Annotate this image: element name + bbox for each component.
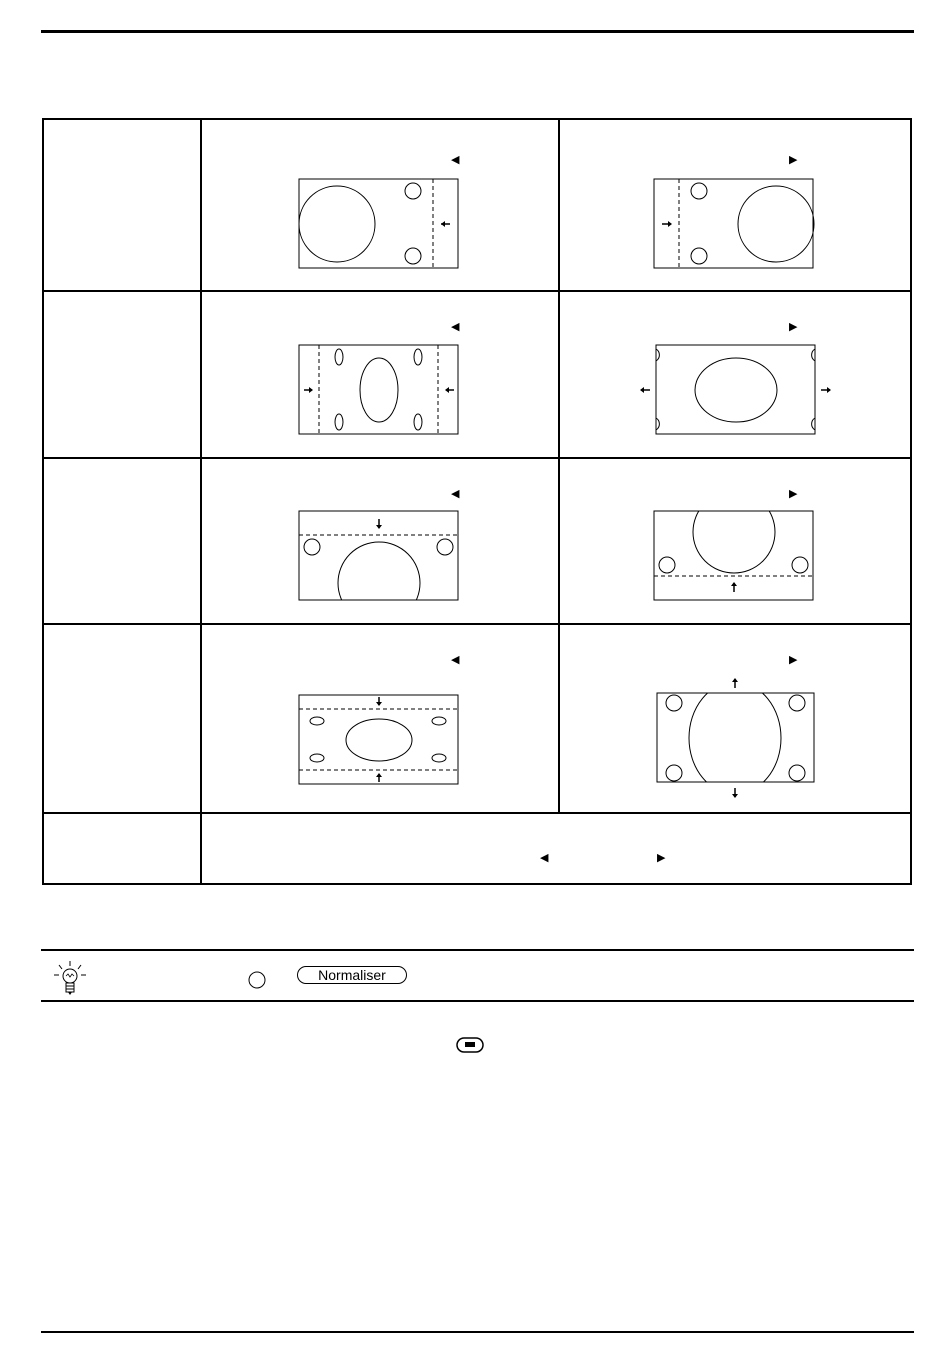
normaliser-button[interactable]: Normaliser (297, 966, 407, 984)
left-arrow-icon[interactable]: ◀ (451, 654, 460, 666)
column-divider (200, 120, 202, 883)
right-arrow-icon[interactable]: ▶ (789, 488, 798, 500)
left-arrow-icon[interactable]: ◀ (540, 852, 549, 864)
screen-diagram-width-wide (636, 344, 836, 436)
screen-diagram-height-tall (653, 674, 815, 804)
lightbulb-icon (53, 960, 87, 1000)
header-rule (41, 30, 914, 33)
screen-diagram-shift-right (653, 178, 815, 270)
right-arrow-icon[interactable]: ▶ (657, 852, 666, 864)
column-divider (558, 120, 560, 814)
right-arrow-icon[interactable]: ▶ (789, 654, 798, 666)
screen-diagram-shift-left (298, 178, 460, 270)
footer-rule (41, 1331, 914, 1333)
left-arrow-icon[interactable]: ◀ (451, 488, 460, 500)
right-arrow-icon[interactable]: ▶ (789, 321, 798, 333)
row-divider (44, 623, 910, 625)
row-divider (44, 457, 910, 459)
left-arrow-icon[interactable]: ◀ (451, 321, 460, 333)
return-button-icon[interactable] (456, 1037, 484, 1053)
screen-diagram-shift-up (653, 510, 815, 602)
row-divider (44, 290, 910, 292)
right-arrow-icon[interactable]: ▶ (789, 154, 798, 166)
row-divider (44, 812, 910, 814)
tip-bar-bottom-rule (41, 1000, 914, 1002)
left-arrow-icon[interactable]: ◀ (451, 154, 460, 166)
screen-diagram-width-narrow (298, 344, 460, 436)
tip-bar-top-rule (41, 949, 914, 951)
screen-diagram-height-short (298, 694, 460, 786)
circle-button-icon[interactable] (248, 971, 266, 989)
screen-diagram-shift-down (298, 510, 460, 602)
